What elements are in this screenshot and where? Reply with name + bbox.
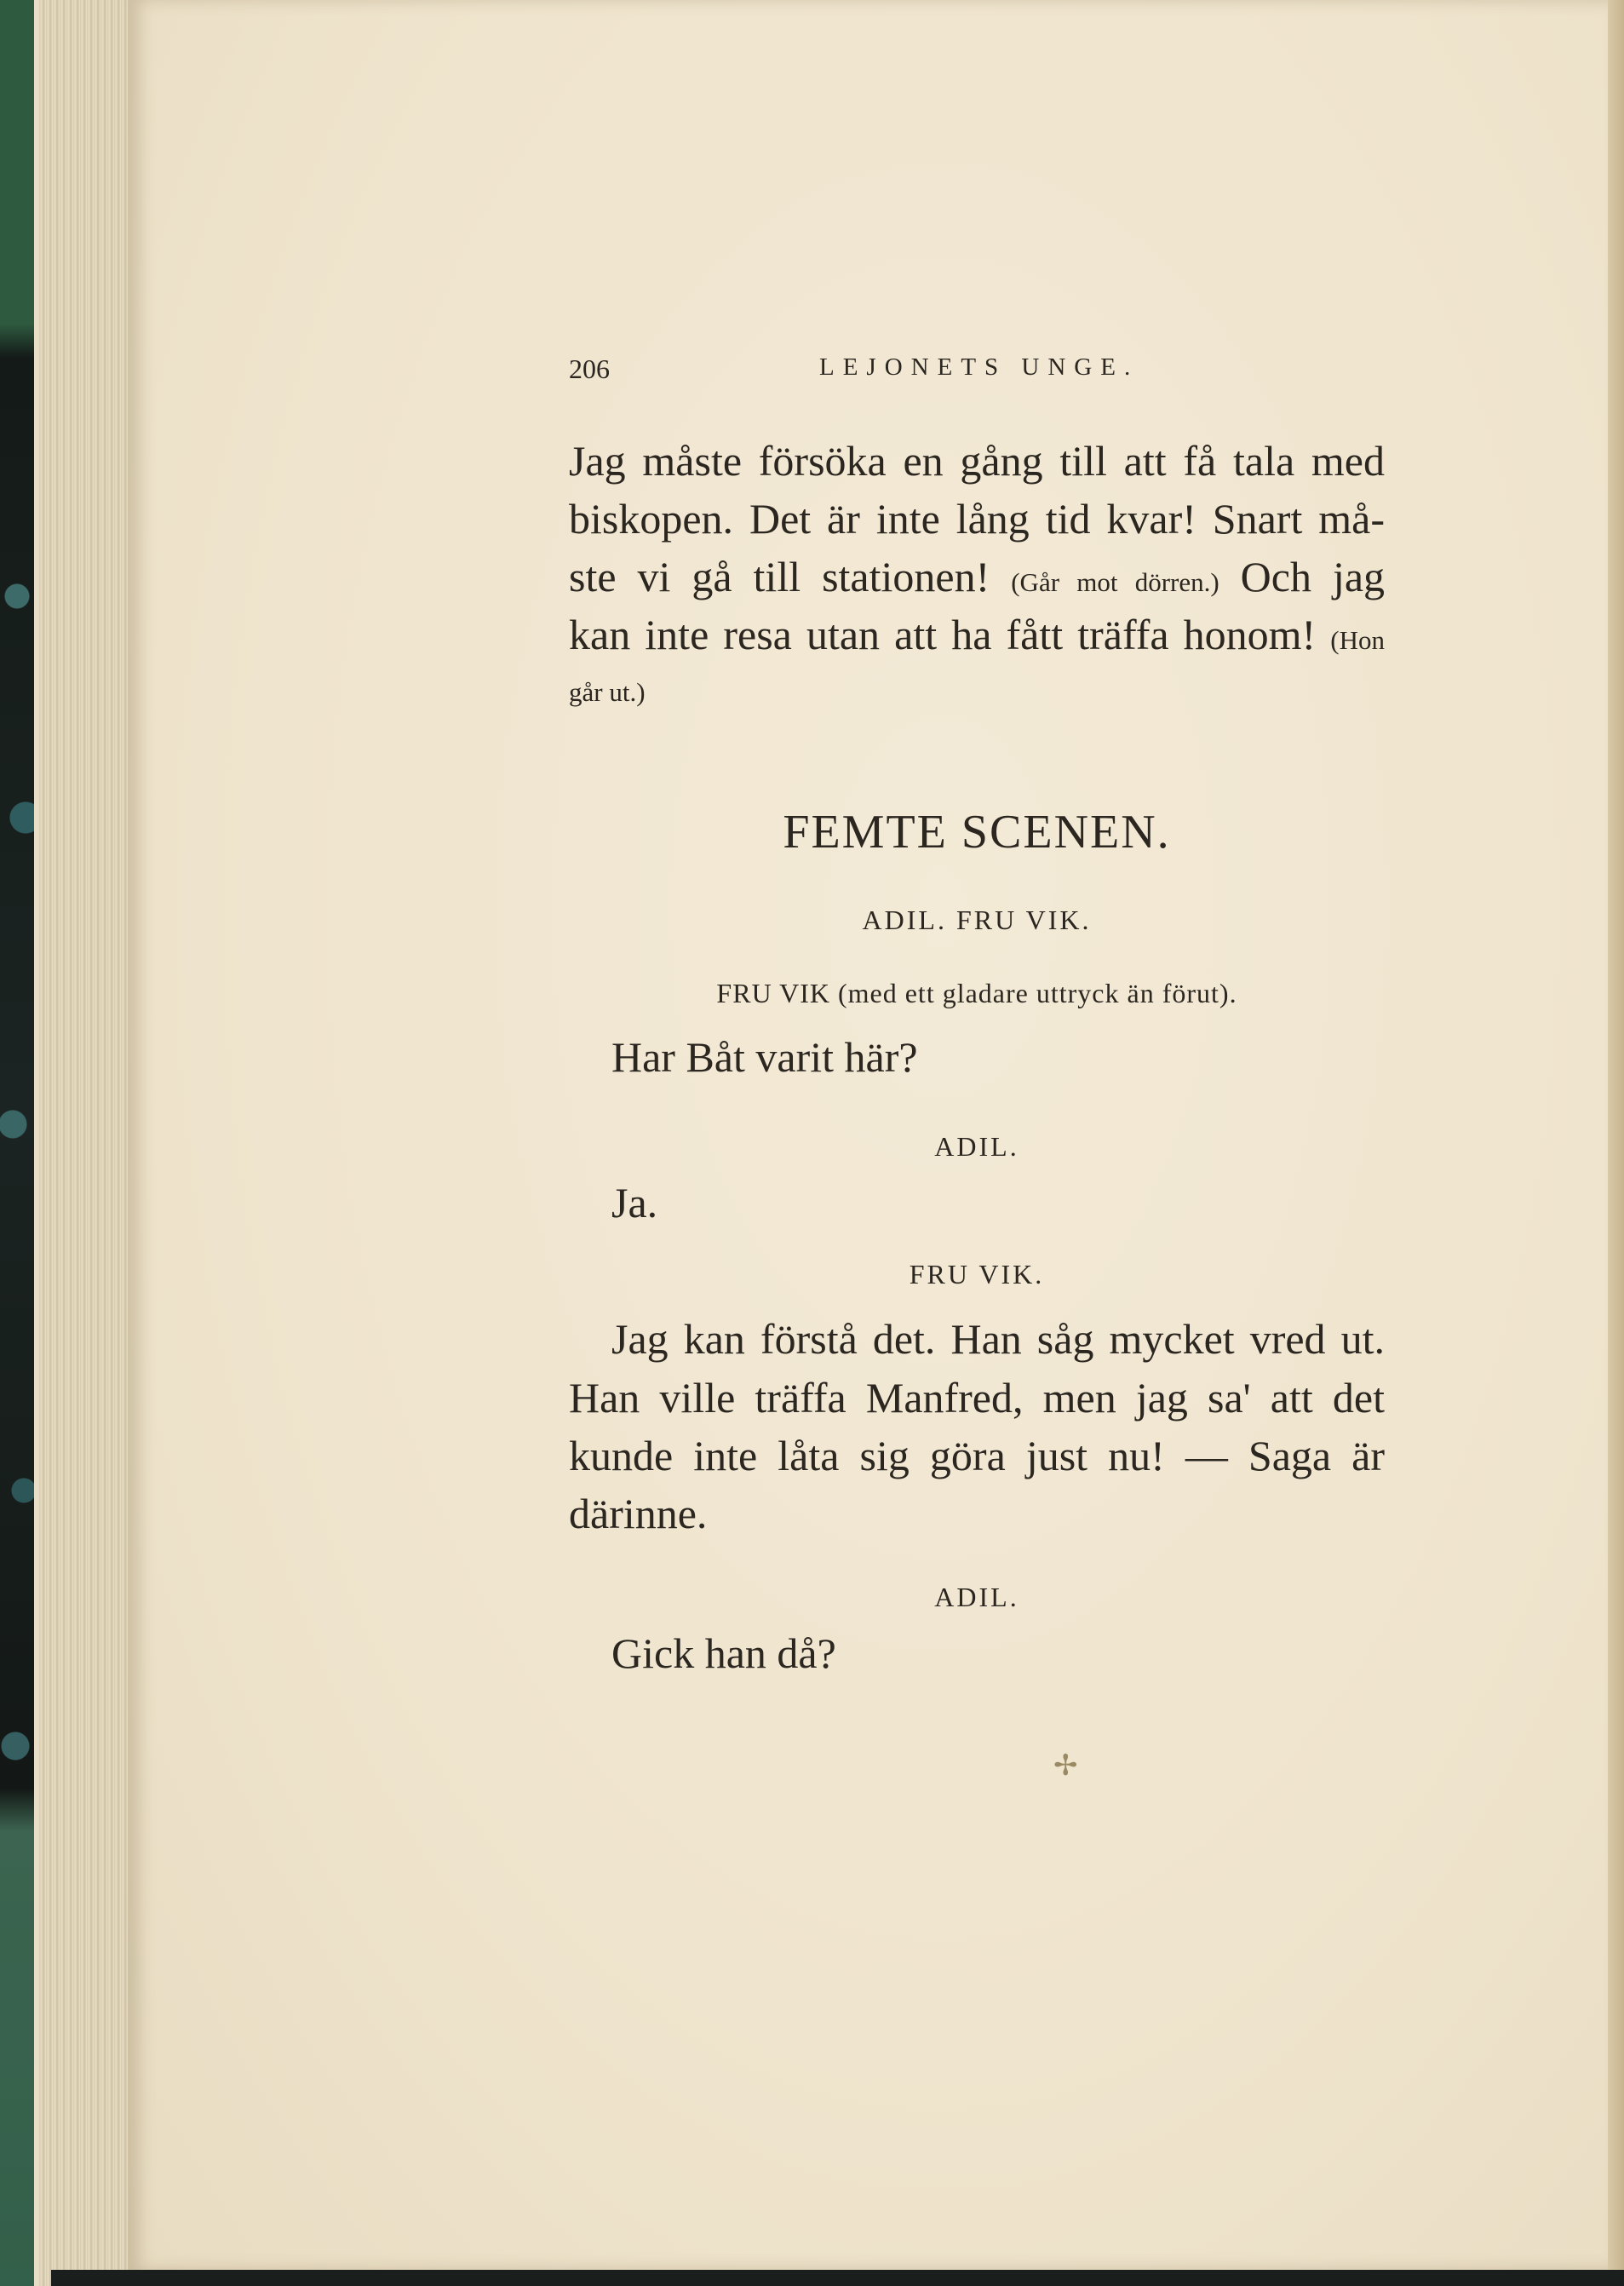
speaker-heading: FRU VIK. bbox=[909, 1259, 1045, 1289]
body-line bbox=[569, 610, 1385, 659]
body-line: biskopen. Det är inte lång tid kvar! Snart må- bbox=[569, 495, 1385, 543]
scene-characters: ADIL. FRU VIK. bbox=[862, 905, 1092, 935]
running-title: LEJONETS UNGE. bbox=[819, 353, 1139, 381]
bottom-edge bbox=[51, 2270, 1624, 2286]
speech-line: Jag kan förstå det. Han såg mycket vred ut. bbox=[611, 1315, 1385, 1363]
body-line: Jag måste försöka en gång till att få tala med bbox=[569, 437, 1385, 485]
stage-direction: går ut.) bbox=[569, 677, 646, 707]
page-edges bbox=[39, 0, 133, 2286]
right-page-edge bbox=[1608, 0, 1624, 2286]
speech-line: Han ville träffa Manfred, men jag sa' att det bbox=[569, 1374, 1385, 1422]
speech-line: Ja. bbox=[611, 1179, 658, 1226]
speaker-heading: ADIL. bbox=[934, 1582, 1019, 1612]
text-segment: Och jag bbox=[1240, 553, 1386, 600]
body-line bbox=[569, 552, 1385, 601]
text-segment: kan inte resa utan att ha fått träffa honom! bbox=[569, 611, 1317, 658]
speaker-heading: ADIL. bbox=[934, 1131, 1019, 1162]
page-number: 206 bbox=[569, 353, 610, 384]
speech-line: Har Båt varit här? bbox=[611, 1033, 918, 1081]
speech-line: Gick han då? bbox=[611, 1629, 836, 1677]
stage-direction: (Hon bbox=[1330, 625, 1386, 655]
stage-direction: (Går mot dörren.) bbox=[1011, 567, 1219, 597]
speaker-heading: FRU VIK (med ett gladare uttryck än förut). bbox=[716, 978, 1237, 1008]
text-segment: ste vi gå till stationen! bbox=[569, 553, 990, 600]
ink-mark-icon: ✢ bbox=[1053, 1749, 1078, 1783]
speech-line: därinne. bbox=[569, 1490, 708, 1537]
scene-title: FEMTE SCENEN. bbox=[783, 806, 1171, 859]
speech-line: kunde inte låta sig göra just nu! — Saga är bbox=[569, 1432, 1385, 1479]
